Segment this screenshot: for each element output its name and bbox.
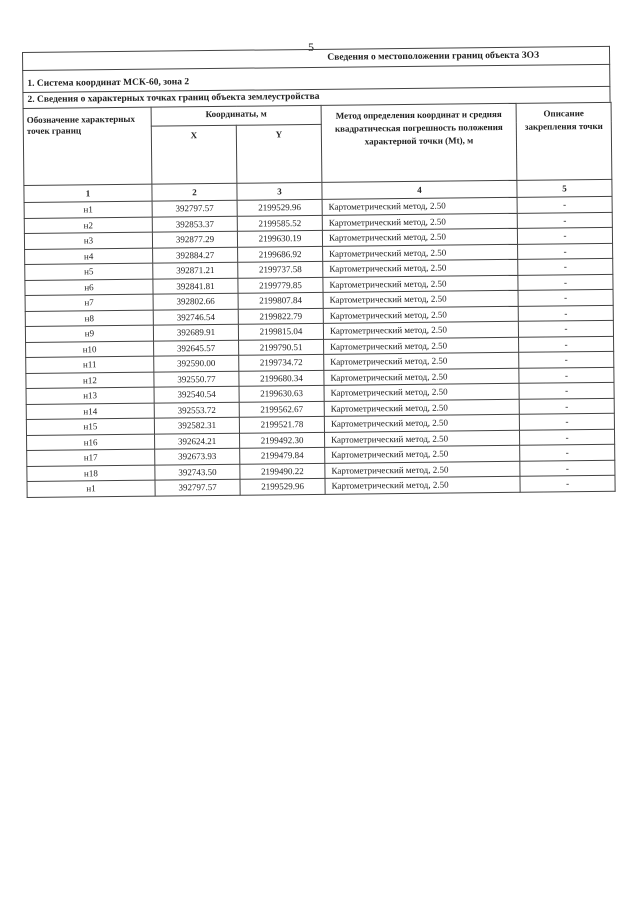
method-cell: Картометрический метод, 2.50	[323, 259, 518, 277]
x-coordinate: 392746.54	[153, 309, 238, 325]
header-coordinates: Координаты, м	[151, 105, 321, 126]
method-cell: Картометрический метод, 2.50	[325, 461, 520, 479]
header-x: X	[151, 126, 237, 185]
header-method: Метод определения координат и средняя квадратическая погрешность положения характерной точки (Mt), м	[321, 103, 517, 182]
point-designation: н10	[26, 341, 154, 358]
y-coordinate: 2199630.19	[237, 230, 322, 246]
x-coordinate: 392624.21	[155, 433, 240, 449]
fixing-description: -	[519, 367, 614, 383]
x-coordinate: 392689.91	[153, 324, 238, 340]
document-title: Сведения о местоположении границ объекта ЗОЗ	[22, 46, 610, 70]
column-number: 1	[24, 184, 152, 202]
point-designation: н16	[27, 434, 155, 451]
fixing-description: -	[517, 227, 612, 243]
point-designation: н1	[24, 201, 152, 218]
header-y: Y	[236, 125, 322, 184]
x-coordinate: 392590.00	[154, 355, 239, 371]
y-coordinate: 2199790.51	[239, 339, 324, 355]
x-coordinate: 392877.29	[152, 231, 237, 247]
y-coordinate: 2199779.85	[238, 277, 323, 293]
y-coordinate: 2199521.78	[239, 416, 324, 432]
x-coordinate: 392871.21	[153, 262, 238, 278]
method-cell: Картометрический метод, 2.50	[324, 352, 519, 370]
fixing-description: -	[518, 274, 613, 290]
point-designation: н7	[25, 294, 153, 311]
x-coordinate: 392853.37	[152, 216, 237, 232]
y-coordinate: 2199492.30	[239, 432, 324, 448]
header-description: Описание закрепления точки	[516, 102, 612, 180]
point-designation: н17	[27, 449, 155, 466]
x-coordinate: 392582.31	[154, 417, 239, 433]
method-cell: Картометрический метод, 2.50	[323, 321, 518, 339]
y-coordinate: 2199562.67	[239, 401, 324, 417]
method-cell: Картометрический метод, 2.50	[323, 244, 518, 262]
method-cell: Картометрический метод, 2.50	[325, 476, 520, 494]
y-coordinate: 2199680.34	[239, 370, 324, 386]
y-coordinate: 2199529.96	[237, 199, 322, 215]
x-coordinate: 392797.57	[155, 479, 240, 495]
fixing-description: -	[519, 398, 614, 414]
point-designation: н15	[26, 418, 154, 435]
points-table	[23, 102, 616, 498]
method-cell: Картометрический метод, 2.50	[325, 430, 520, 448]
column-number: 3	[237, 182, 322, 200]
x-coordinate: 392553.72	[154, 402, 239, 418]
y-coordinate: 2199630.63	[239, 385, 324, 401]
fixing-description: -	[519, 336, 614, 352]
method-cell: Картометрический метод, 2.50	[322, 213, 517, 231]
x-coordinate: 392797.57	[152, 200, 237, 216]
y-coordinate: 2199737.58	[238, 261, 323, 277]
point-designation: н6	[25, 279, 153, 296]
point-designation: н12	[26, 372, 154, 389]
point-designation: н9	[25, 325, 153, 342]
y-coordinate: 2199807.84	[238, 292, 323, 308]
method-cell: Картометрический метод, 2.50	[323, 275, 518, 293]
method-cell: Картометрический метод, 2.50	[324, 368, 519, 386]
x-coordinate: 392645.57	[154, 340, 239, 356]
x-coordinate: 392743.50	[155, 464, 240, 480]
fixing-description: -	[518, 258, 613, 274]
y-coordinate: 2199585.52	[237, 215, 322, 231]
method-cell: Картометрический метод, 2.50	[324, 383, 519, 401]
page-number: 5	[308, 40, 314, 54]
y-coordinate: 2199734.72	[239, 354, 324, 370]
point-designation: н14	[26, 403, 154, 420]
method-cell: Картометрический метод, 2.50	[325, 445, 520, 463]
point-designation: н8	[25, 310, 153, 327]
fixing-description: -	[517, 212, 612, 228]
point-designation: н1	[27, 480, 155, 497]
column-number: 2	[152, 183, 237, 201]
y-coordinate: 2199529.96	[240, 478, 325, 494]
method-cell: Картометрический метод, 2.50	[322, 228, 517, 246]
point-designation: н13	[26, 387, 154, 404]
fixing-description: -	[518, 320, 613, 336]
y-coordinate: 2199479.84	[240, 447, 325, 463]
fixing-description: -	[520, 444, 615, 460]
fixing-description: -	[519, 413, 614, 429]
point-designation: н2	[24, 217, 152, 234]
point-designation: н11	[26, 356, 154, 373]
x-coordinate: 392550.77	[154, 371, 239, 387]
fixing-description: -	[519, 351, 614, 367]
document-form	[22, 46, 615, 498]
points-section-heading: 2. Сведения о характерных точках границ объекта землеустройства	[22, 86, 610, 108]
fixing-description: -	[519, 429, 614, 445]
point-designation: н18	[27, 465, 155, 482]
fixing-description: -	[518, 289, 613, 305]
method-cell: Картометрический метод, 2.50	[324, 399, 519, 417]
y-coordinate: 2199490.22	[240, 463, 325, 479]
x-coordinate: 392673.93	[155, 448, 240, 464]
fixing-description: -	[518, 243, 613, 259]
method-cell: Картометрический метод, 2.50	[323, 290, 518, 308]
method-cell: Картометрический метод, 2.50	[323, 306, 518, 324]
header-designation: Обозначение характерных точек границ	[23, 107, 152, 185]
x-coordinate: 392884.27	[153, 247, 238, 263]
point-designation: н4	[25, 248, 153, 265]
method-cell: Картометрический метод, 2.50	[324, 414, 519, 432]
fixing-description: -	[519, 382, 614, 398]
y-coordinate: 2199822.79	[238, 308, 323, 324]
method-cell: Картометрический метод, 2.50	[324, 337, 519, 355]
x-coordinate: 392540.54	[154, 386, 239, 402]
x-coordinate: 392841.81	[153, 278, 238, 294]
x-coordinate: 392802.66	[153, 293, 238, 309]
column-number: 4	[322, 180, 517, 199]
fixing-description: -	[520, 475, 615, 491]
fixing-description: -	[518, 305, 613, 321]
y-coordinate: 2199686.92	[238, 246, 323, 262]
point-designation: н3	[24, 232, 152, 249]
column-number: 5	[517, 179, 612, 197]
fixing-description: -	[517, 196, 612, 212]
point-designation: н5	[25, 263, 153, 280]
y-coordinate: 2199815.04	[238, 323, 323, 339]
coordinate-system-line: 1. Система координат МСК-60, зона 2	[22, 64, 610, 92]
fixing-description: -	[520, 460, 615, 476]
method-cell: Картометрический метод, 2.50	[322, 197, 517, 215]
